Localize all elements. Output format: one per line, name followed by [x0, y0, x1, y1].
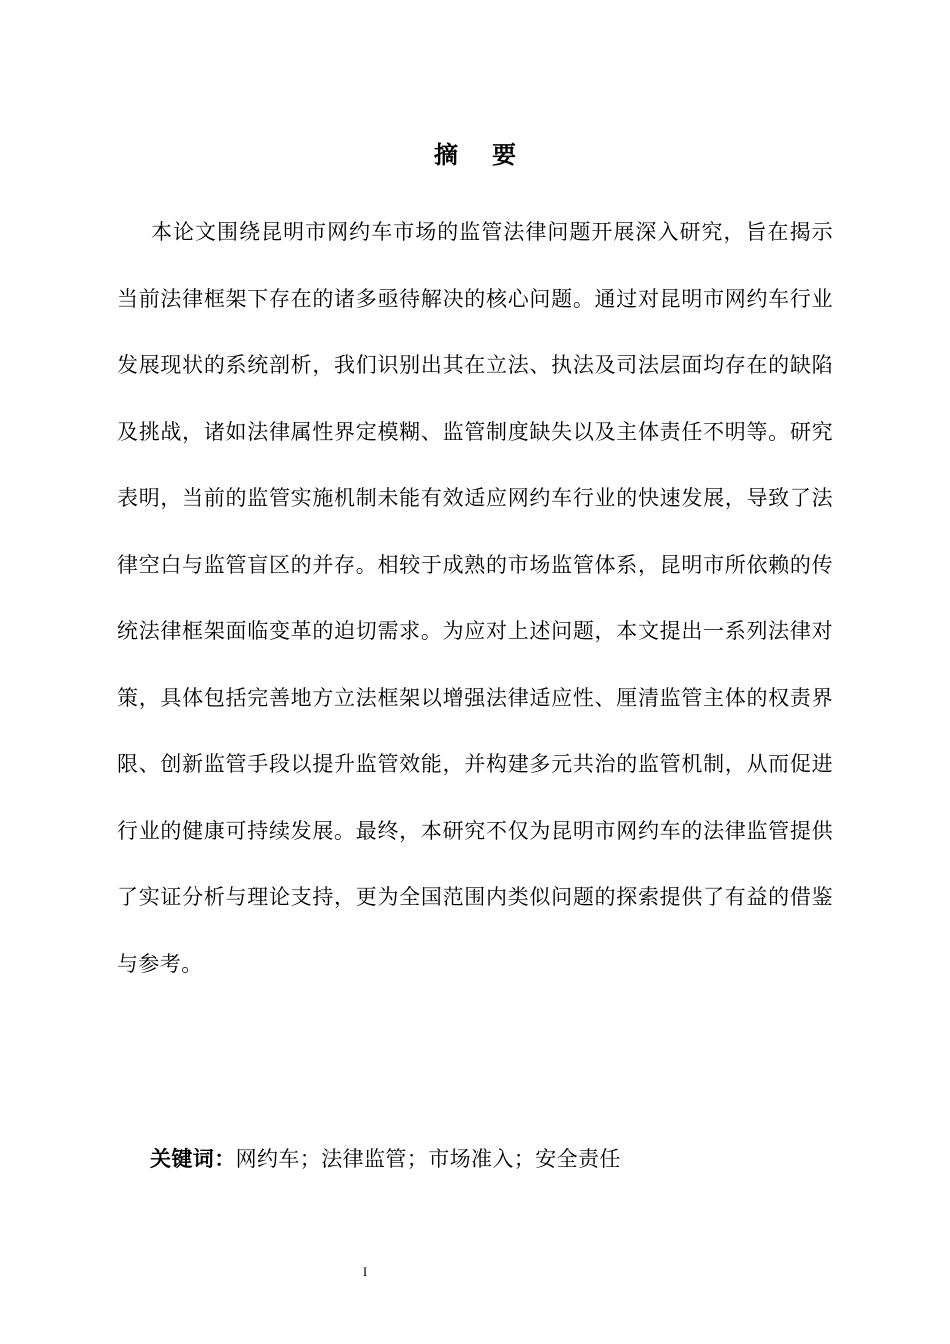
page-number: I: [362, 1264, 368, 1279]
abstract-heading-char-2: 要: [492, 141, 516, 169]
keywords-value: 网约车；法律监管；市场准入；安全责任: [235, 1147, 621, 1171]
keywords-label: 关键词：: [150, 1147, 236, 1171]
abstract-heading: [0, 138, 950, 172]
abstract-body: 本论文围绕昆明市网约车市场的监管法律问题开展深入研究，旨在揭示当前法律框架下存在的诸多亟待解决的核心问题。通过对昆明市网约车行业发展现状的系统剖析，我们识别出其在立法、执法及司法层面均存在的缺陷及挑战，诸如法律属性界定模糊、监管制度缺失以及主体责任不明等。研究表明，当前的监管实施机制未能有效适应网约车行业的快速发展，导致了法律空白与监管盲区的并存。相较于成熟的市场监管体系，昆明市所依赖的传统法律框架面临变革的迫切需求。为应对上述问题，本文提出一系列法律对策，具体包括完善地方立法框架以增强法律适应性、厘清监管主体的权责界限、创新监管手段以提升监管效能，并构建多元共治的监管机制，从而促进行业的健康可持续发展。最终，本研究不仅为昆明市网约车的法律监管提供了实证分析与理论支持，更为全国范围内类似问题的探索提供了有益的借鉴与参考。: [117, 220, 833, 976]
abstract-heading-char-1: 摘: [434, 141, 458, 169]
keywords-line: [150, 1141, 621, 1177]
